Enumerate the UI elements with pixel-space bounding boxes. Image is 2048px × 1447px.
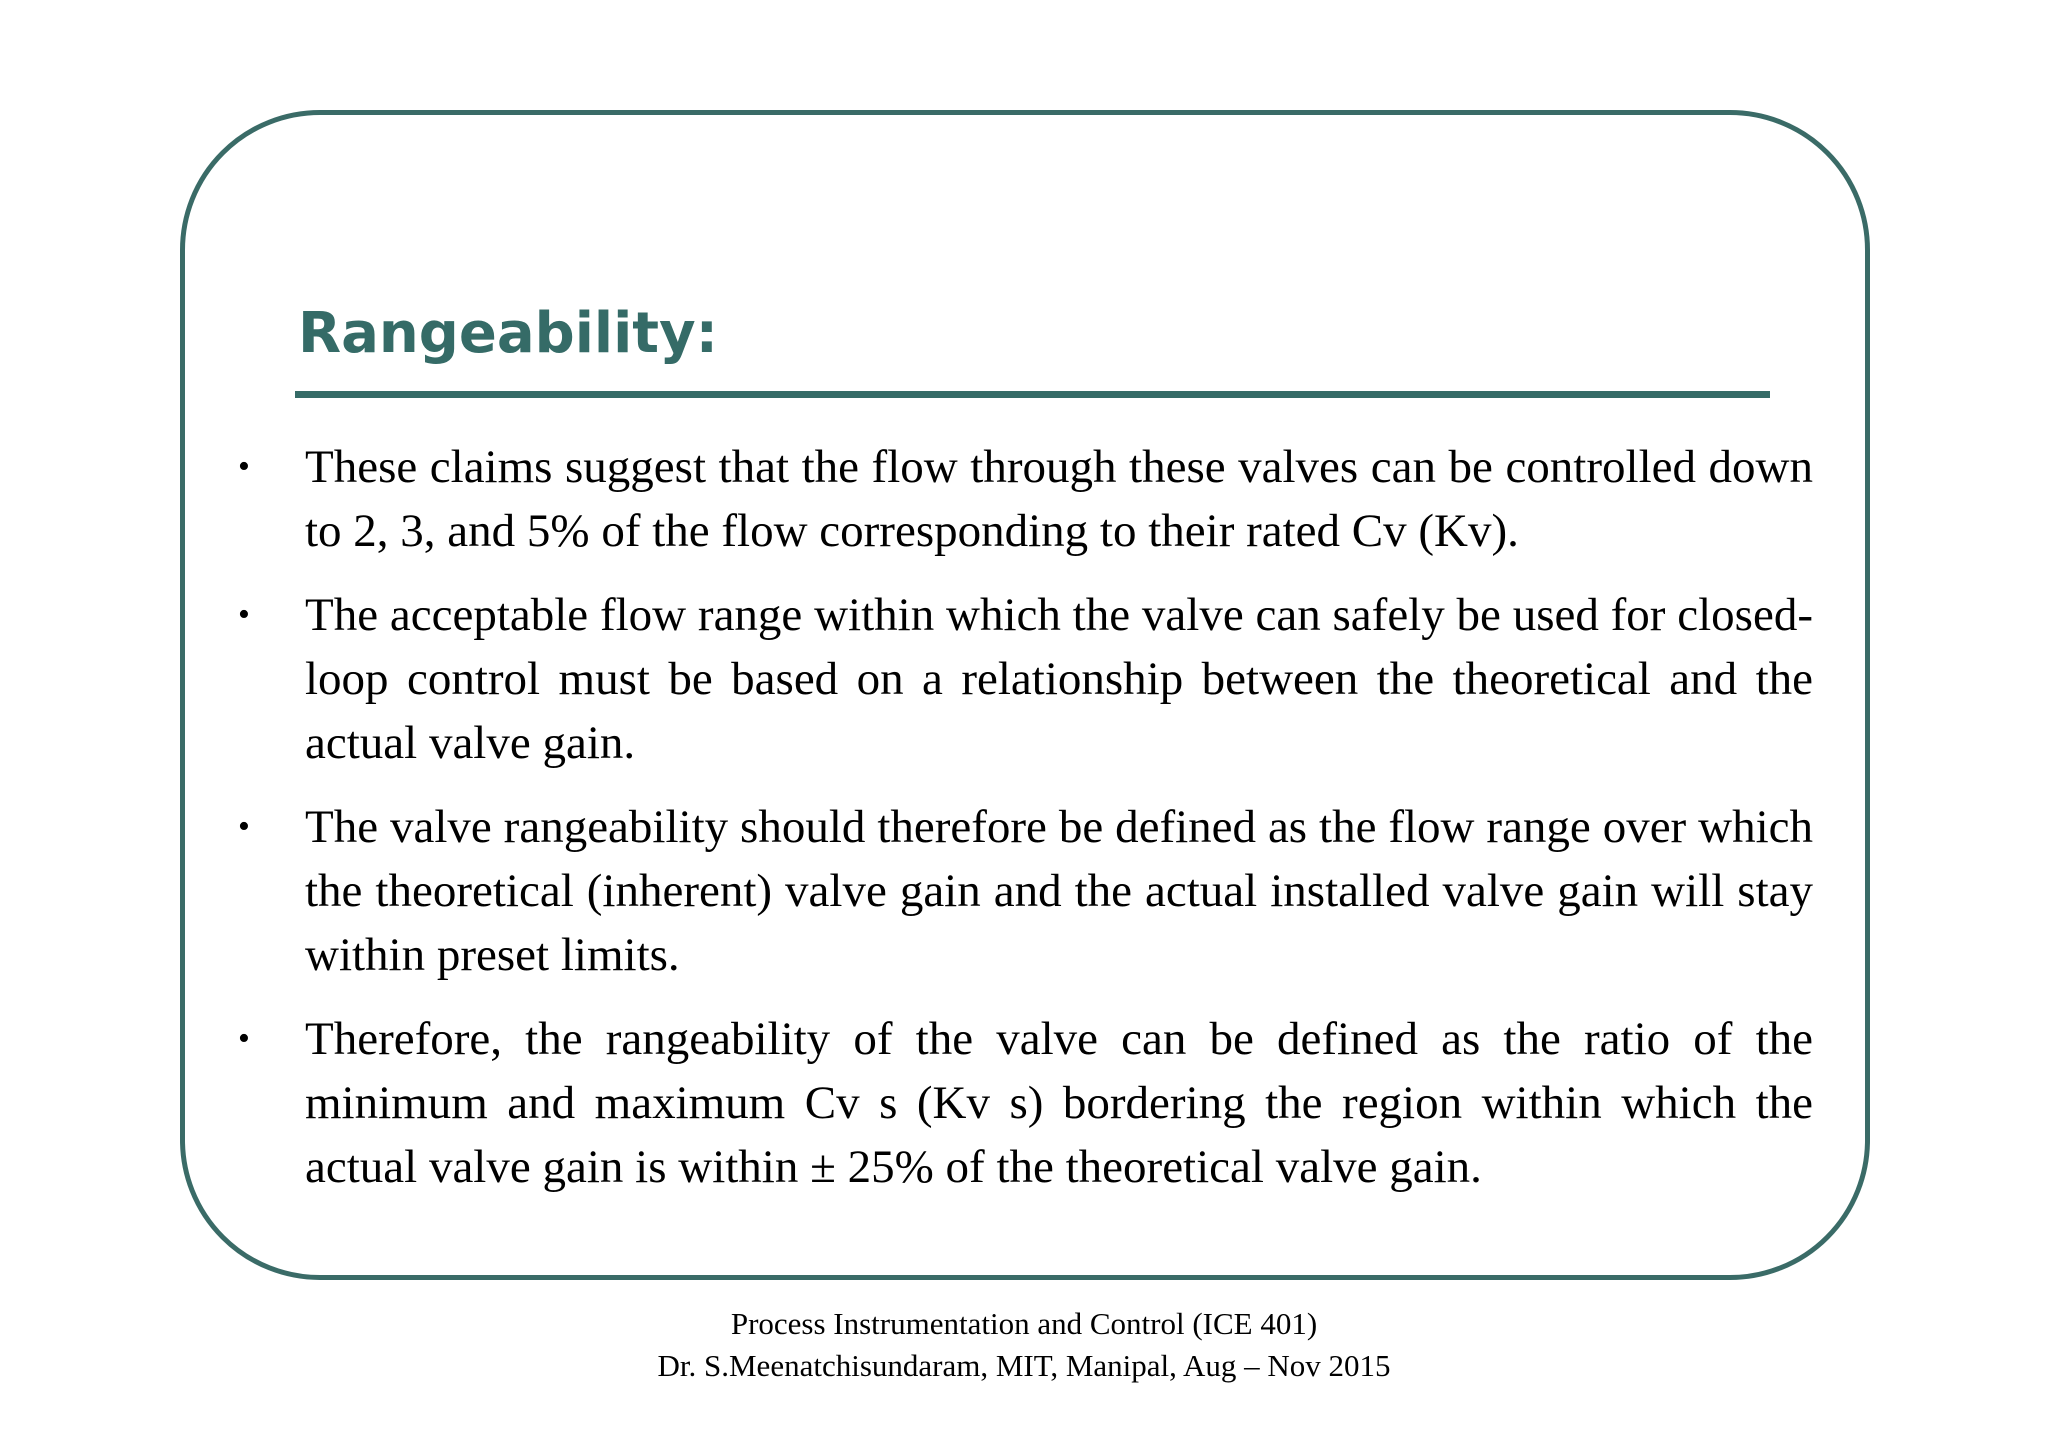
bullet-item <box>238 1007 1813 1199</box>
bullet-dot-icon: • <box>238 448 250 485</box>
bullet-text: Therefore, the rangeability of the valve can be defined as the ratio of the minimum and maximum Cv s (Kv s) bordering the region within which the actual valve gain is within ± 25% of the theoretical valve gain. <box>305 1013 1813 1193</box>
bullet-text: The valve rangeability should therefore be defined as the flow range over which the theoretical (inherent) valve gain and the actual installed valve gain will stay within preset limits. <box>305 801 1813 981</box>
footer-author: Dr. S.Meenatchisundaram, MIT, Manipal, Aug – Nov 2015 <box>657 1348 1391 1383</box>
footer-course: Process Instrumentation and Control (ICE 401) <box>730 1306 1318 1341</box>
bullet-item <box>238 583 1813 775</box>
slide-title: Rangeability: <box>298 301 718 366</box>
bullet-dot-icon: • <box>238 596 250 633</box>
bullet-item <box>238 795 1813 987</box>
bullet-dot-icon: • <box>238 1020 250 1057</box>
bullet-item <box>238 435 1813 563</box>
bullet-dot-icon: • <box>238 808 250 845</box>
title-underline <box>295 391 1770 398</box>
bullet-text: The acceptable flow range within which the valve can safely be used for closed-loop control must be based on a relationship between the theoretical and the actual valve gain. <box>305 589 1813 769</box>
bullet-text: These claims suggest that the flow through these valves can be controlled down to 2, 3, and 5% of the flow corresponding to their rated Cv (Kv). <box>305 441 1813 557</box>
bullet-list <box>238 435 1813 1219</box>
